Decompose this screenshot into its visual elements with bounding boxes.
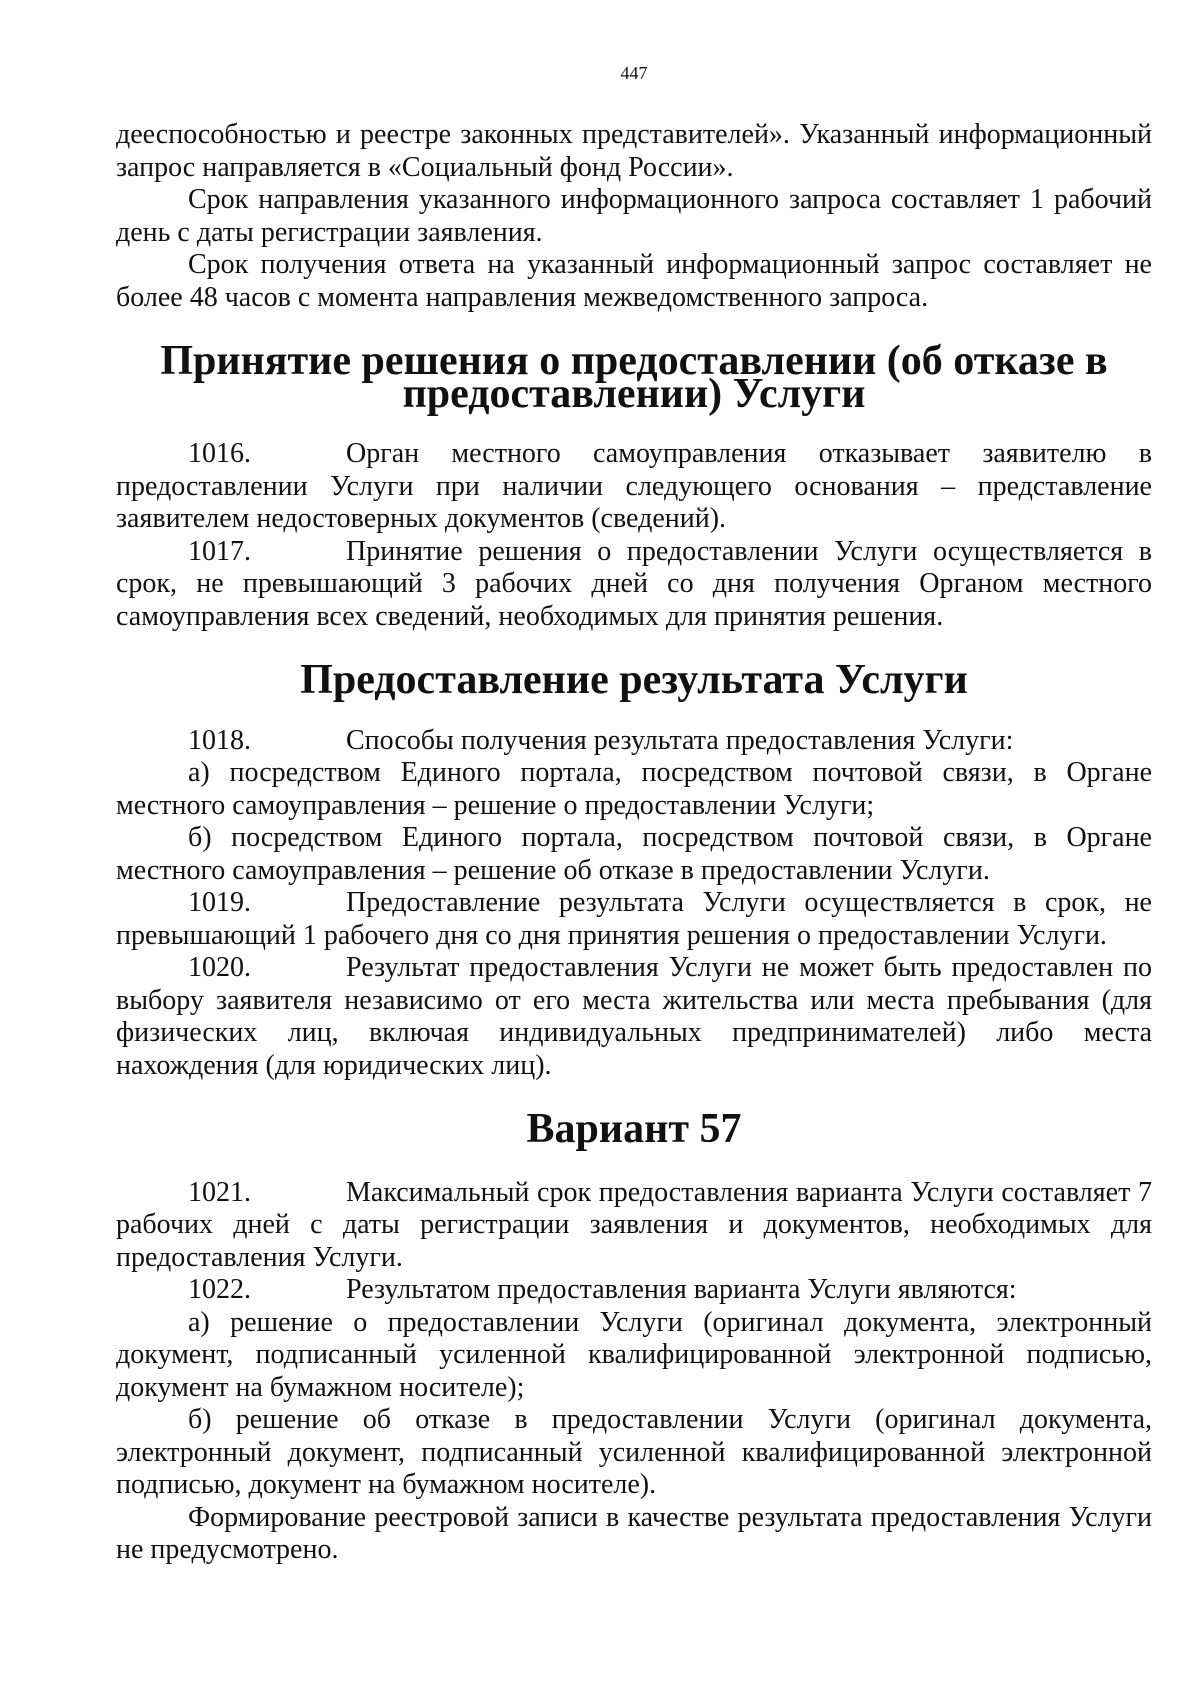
clause-number: 1020. (188, 952, 251, 983)
intro-paragraph-3: Срок получения ответа на указанный информационный запрос составляет не более 48 часов с момента направления межведомственного запроса. (116, 249, 1152, 313)
subclause-a: а) решение о предоставлении Услуги (оригинал документа, электронный документ, подписанный усиленной квалифицированной электронной подписью, документ на бумажном носителе); (116, 1306, 1152, 1403)
clause-1016 (116, 438, 1152, 536)
clause-1019 (116, 887, 1152, 952)
clause-1017 (116, 536, 1152, 634)
clause-text: Максимальный срок предоставления варианта Услуги составляет 7 рабочих дней с даты регистрации заявления и документов, необходимых для предоставления Услуги. (116, 1176, 1152, 1273)
clause-1020 (116, 952, 1152, 1082)
clause-number: 1017. (188, 535, 251, 567)
subclause-b: б) решение об отказе в предоставлении Услуги (оригинал документа, электронный документ, подписанный усиленной квалифицированной электронной подписью, документ на бумажном носителе). (116, 1404, 1152, 1500)
subclause-b: б) посредством Единого портала, посредством почтовой связи, в Органе местного самоуправления – решение об отказе в предоставлении Услуги. (116, 822, 1152, 886)
clause-number: 1016. (188, 438, 251, 469)
clause-1018 (116, 725, 1152, 758)
section-heading-decision: Принятие решения о предоставлении (об отказе в предоставлении) Услуги (160, 338, 1108, 417)
clause-number: 1019. (188, 887, 251, 918)
clause-text: Принятие решения о предоставлении Услуги осуществляется в срок, не превышающий 3 рабочих дней со дня получения Органом местного самоуправления всех сведений, необходимых для принятия решения. (116, 535, 1152, 632)
clause-number: 1021. (188, 1176, 251, 1208)
intro-paragraph-2: Срок направления указанного информационного запроса составляет 1 рабочий день с даты регистрации заявления. (116, 184, 1152, 248)
clause-text: Результат предоставления Услуги не может быть предоставлен по выбору заявителя независимо от его места жительства или места пребывания (для физических лиц, включая индивидуальных предпринимателей) либо места нахождения (для юридических лиц). (116, 952, 1152, 1081)
subclause-a: а) посредством Единого портала, посредством почтовой связи, в Органе местного самоуправления – решение о предоставлении Услуги; (116, 757, 1152, 821)
page-number: 447 (620, 63, 648, 83)
clause-text: Орган местного самоуправления отказывает заявителю в предоставлении Услуги при наличии следующего основания – представление заявителем недостоверных документов (сведений). (116, 438, 1152, 534)
section-heading-variant: Вариант 57 (526, 1106, 742, 1152)
clause-text: Результатом предоставления варианта Услуги являются: (346, 1274, 1017, 1305)
section-heading-result: Предоставление результата Услуги (300, 657, 968, 703)
clause-number: 1018. (188, 724, 251, 756)
clause-number: 1022. (188, 1274, 251, 1305)
closing-paragraph: Формирование реестровой записи в качестве результата предоставления Услуги не предусмотрено. (116, 1501, 1152, 1565)
clause-text: Предоставление результата Услуги осуществляется в срок, не превышающий 1 рабочего дня со дня принятия решения о предоставлении Услуги. (116, 887, 1152, 951)
intro-paragraph-1: дееспособностью и реестре законных представителей». Указанный информационный запрос направляется в «Социальный фонд России». (116, 119, 1152, 183)
clause-text: Способы получения результата предоставления Услуги: (346, 724, 1014, 756)
clause-1022 (116, 1274, 1152, 1307)
document-page (116, 62, 1152, 1567)
clause-1021 (116, 1177, 1152, 1275)
